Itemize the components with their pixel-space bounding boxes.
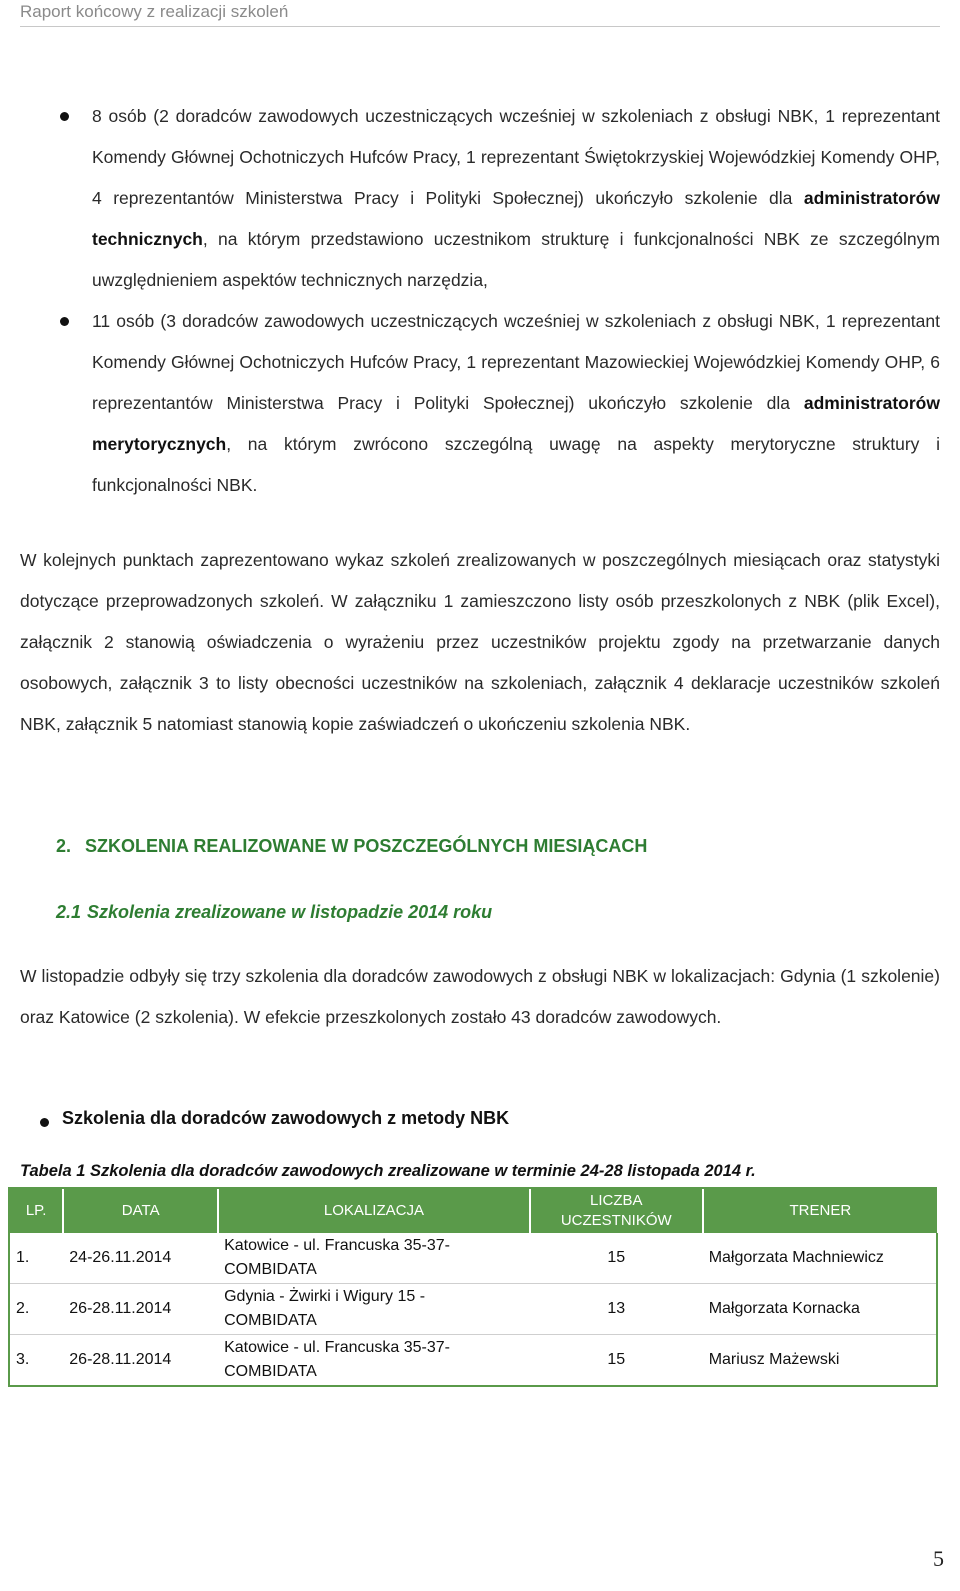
header-participants-line1: LICZBA <box>589 1192 643 1209</box>
sub-bullet-heading <box>20 1108 509 1129</box>
page-number: 5 <box>933 1546 944 1571</box>
header-date: DATA <box>63 1188 218 1233</box>
cell-trainer: Małgorzata Kornacka <box>703 1284 937 1335</box>
participants-bullet-list <box>20 96 940 506</box>
bullet-icon <box>60 317 69 326</box>
table-row <box>9 1284 937 1335</box>
table-row <box>9 1335 937 1387</box>
sub-bullet-text: Szkolenia dla doradców zawodowych z metody NBK <box>62 1108 510 1128</box>
bullet-text-post: , na którym przedstawiono uczestnikom strukturę i funkcjonalności NBK ze szczególnym uwzględnieniem aspektów technicznych narzędzia, <box>92 229 940 290</box>
cell-date: 26-28.11.2014 <box>63 1335 218 1387</box>
header-lp: LP. <box>9 1188 63 1233</box>
table-header-row <box>9 1188 937 1233</box>
header-trainer: TRENER <box>703 1188 937 1233</box>
cell-trainer: Mariusz Mażewski <box>703 1335 937 1387</box>
section-heading <box>56 836 647 857</box>
bullet-text-pre: 11 osób (3 doradców zawodowych uczestniczących wcześniej w szkoleniach z obsługi NBK, 1 reprezentant Komendy Głównej Ochotniczych Hufców Pracy, 1 reprezentant Mazowieckiej Wojewódzkiej Komendy OHP, 6 reprezentantów Ministerstwa Pracy i Polityki Społecznej) ukończyło szkolenie dla <box>92 311 940 413</box>
subsection-number: 2.1 <box>56 902 82 922</box>
cell-location-line2: COMBIDATA <box>224 1261 317 1278</box>
table-row <box>9 1233 937 1284</box>
bullet-icon <box>40 1118 49 1127</box>
bullet-text-bold: administratorów technicznych <box>92 188 940 249</box>
cell-location-line1: Katowice - ul. Francuska 35-37- <box>224 1339 450 1356</box>
list-item <box>20 301 940 506</box>
subsection-title: Szkolenia zrealizowane w listopadzie 2014 roku <box>87 902 493 922</box>
table-caption: Tabela 1 Szkolenia dla doradców zawodowych zrealizowane w terminie 24-28 listopada 2014 r. <box>20 1162 756 1180</box>
cell-location <box>218 1284 530 1335</box>
cell-participants: 15 <box>530 1335 703 1387</box>
bullet-text-pre: 8 osób (2 doradców zawodowych uczestniczących wcześniej w szkoleniach z obsługi NBK, 1 reprezentant Komendy Głównej Ochotniczych Hufców Pracy, 1 reprezentant Świętokrzyskiej Wojewódzkiej Komendy OHP, 4 reprezentantów Ministerstwa Pracy i Polityki Społecznej) ukończyło szkolenie dla <box>92 106 940 208</box>
trainings-table <box>8 1187 938 1387</box>
header-location: LOKALIZACJA <box>218 1188 530 1233</box>
cell-trainer: Małgorzata Machniewicz <box>703 1233 937 1284</box>
cell-location <box>218 1335 530 1387</box>
attachments-paragraph: W kolejnych punktach zaprezentowano wykaz szkoleń zrealizowanych w poszczególnych miesiącach oraz statystyki dotyczące przeprowadzonych szkoleń. W załączniku 1 zamieszczono listy osób przeszkolonych z NBK (plik Excel), załącznik 2 stanowią oświadczenia o wyrażeniu przez uczestników projektu zgody na przetwarzanie danych osobowych, załącznik 3 to listy obecności uczestników na szkoleniach, załącznik 4 deklaracje uczestników szkoleń NBK, załącznik 5 natomiast stanowią kopie zaświadczeń o ukończeniu szkolenia NBK. <box>20 550 940 734</box>
header-participants-line2: UCZESTNIKÓW <box>560 1212 672 1229</box>
section-title: SZKOLENIA REALIZOWANE W POSZCZEGÓLNYCH MIESIĄCACH <box>85 836 648 856</box>
cell-lp: 2. <box>9 1284 63 1335</box>
header-participants <box>530 1188 703 1233</box>
list-item <box>20 96 940 301</box>
cell-location-line1: Gdynia - Żwirki i Wigury 15 - <box>224 1288 426 1305</box>
bullet-text-bold: administratorów merytorycznych <box>92 393 940 454</box>
cell-location-line1: Katowice - ul. Francuska 35-37- <box>224 1237 450 1254</box>
cell-location-line2: COMBIDATA <box>224 1312 317 1329</box>
november-paragraph: W listopadzie odbyły się trzy szkolenia dla doradców zawodowych z obsługi NBK w lokalizacjach: Gdynia (1 szkolenie) oraz Katowice (2 szkolenia). W efekcie przeszkolonych zostało 43 doradców zawodowych. <box>20 966 940 1027</box>
cell-date: 26-28.11.2014 <box>63 1284 218 1335</box>
cell-location <box>218 1233 530 1284</box>
bullet-icon <box>60 112 69 121</box>
cell-participants: 15 <box>530 1233 703 1284</box>
section-number: 2. <box>56 836 72 856</box>
cell-participants: 13 <box>530 1284 703 1335</box>
cell-lp: 3. <box>9 1335 63 1387</box>
running-header: Raport końcowy z realizacji szkoleń <box>20 0 940 27</box>
cell-location-line2: COMBIDATA <box>224 1363 317 1380</box>
cell-date: 24-26.11.2014 <box>63 1233 218 1284</box>
bullet-text-post: , na którym zwrócono szczególną uwagę na aspekty merytoryczne struktury i funkcjonalności NBK. <box>92 434 940 495</box>
cell-lp: 1. <box>9 1233 63 1284</box>
subsection-heading <box>56 902 492 923</box>
